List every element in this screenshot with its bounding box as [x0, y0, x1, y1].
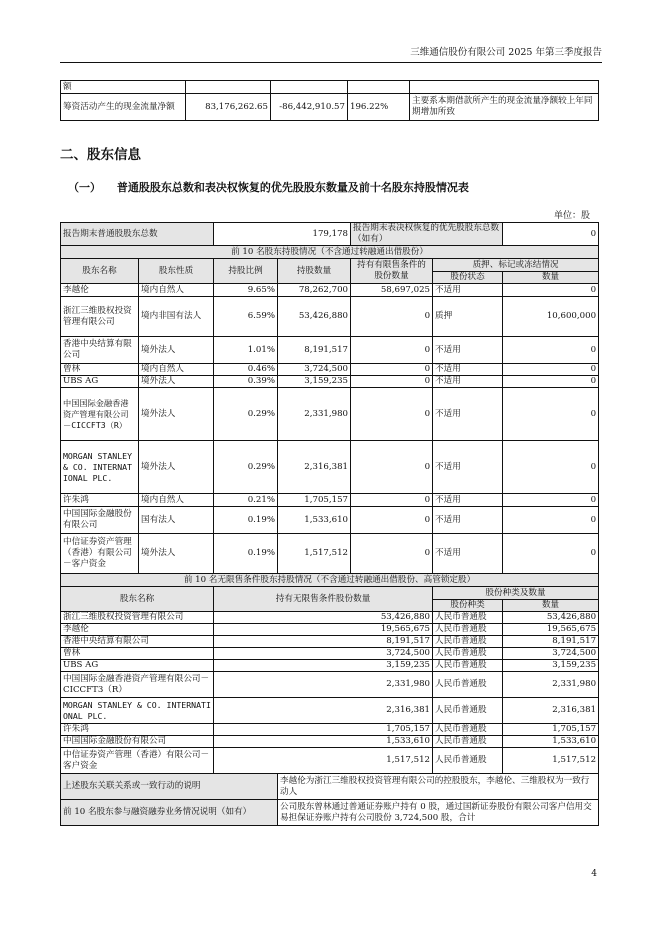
- table-row: [61, 534, 599, 574]
- share-qty: 19,565,675: [503, 624, 599, 636]
- subsection-text: 普通股股东总数和表决权恢复的优先股股东数量及前十名股东持股情况表: [116, 181, 469, 194]
- table-row: [61, 337, 599, 364]
- header-u-qty: 数量: [503, 600, 599, 612]
- shareholder-restricted: 0: [351, 494, 433, 507]
- header-pledge-status: 股份状态: [433, 272, 503, 284]
- shareholder-shares: 3,159,235: [278, 376, 351, 388]
- shareholder-restricted: 0: [351, 364, 433, 376]
- shareholder-ratio: 6.59%: [214, 297, 278, 337]
- unit-label: 单位：股: [553, 211, 590, 221]
- share-qty: 2,316,381: [503, 698, 599, 724]
- cashflow-label-cell: 筹资活动产生的现金流量净额: [61, 94, 186, 121]
- unrestricted-name: 中国国际金融股份有限公司: [61, 736, 214, 748]
- pledge-qty: 0: [503, 284, 599, 297]
- shareholder-nature: 国有法人: [139, 507, 214, 534]
- share-qty: 1,705,157: [503, 724, 599, 736]
- unrestricted-name: 曾林: [61, 648, 214, 660]
- table-row: [61, 736, 599, 748]
- unrestricted-shares: 1,705,157: [214, 724, 433, 736]
- share-qty: 3,724,500: [503, 648, 599, 660]
- unrestricted-shares: 1,533,610: [214, 736, 433, 748]
- pledge-status: 不适用: [433, 364, 503, 376]
- shareholder-name: MORGAN STANLEY & CO. INTERNATIONAL PLC.: [61, 441, 139, 494]
- cashflow-table: [60, 80, 599, 121]
- shareholder-restricted: 0: [351, 441, 433, 494]
- unrestricted-shares: 8,191,517: [214, 636, 433, 648]
- unrestricted-shares: 19,565,675: [214, 624, 433, 636]
- table-row: [61, 624, 599, 636]
- share-qty: 1,533,610: [503, 736, 599, 748]
- table-row: [61, 494, 599, 507]
- shareholder-shares: 2,331,980: [278, 388, 351, 441]
- unrestricted-name: 中国国际金融香港资产管理有限公司－CICCFT3（R）: [61, 672, 214, 698]
- shareholder-ratio: 0.29%: [214, 441, 278, 494]
- pledge-qty: 10,600,000: [503, 297, 599, 337]
- pledge-status: 质押: [433, 297, 503, 337]
- page-number: 4: [591, 869, 597, 879]
- shareholder-name: 中信证券资产管理（香港）有限公司－客户资金: [61, 534, 139, 574]
- pledge-status: 不适用: [433, 337, 503, 364]
- unrestricted-title: 前 10 名无限售条件股东持股情况（不含通过转融通出借股份、高管锁定股）: [61, 574, 599, 587]
- share-qty: 2,331,980: [503, 672, 599, 698]
- header-u-shares: 持有无限售条件股份数量: [214, 587, 433, 612]
- shareholder-name: 香港中央结算有限公司: [61, 337, 139, 364]
- pledge-status: 不适用: [433, 376, 503, 388]
- unrestricted-name: 中信证券资产管理（香港）有限公司－客户资金: [61, 748, 214, 774]
- table-row: [61, 612, 599, 624]
- pledge-qty: 0: [503, 441, 599, 494]
- unrestricted-shares: 2,316,381: [214, 698, 433, 724]
- share-type: 人民币普通股: [433, 624, 503, 636]
- shareholder-nature: 境内自然人: [139, 364, 214, 376]
- shareholder-nature: 境外法人: [139, 441, 214, 494]
- shareholder-nature: 境外法人: [139, 337, 214, 364]
- header-u-name: 股东名称: [61, 587, 214, 612]
- unrestricted-shares: 3,724,500: [214, 648, 433, 660]
- shareholder-shares: 1,517,512: [278, 534, 351, 574]
- shareholder-name: 李越伦: [61, 284, 139, 297]
- table-row: [61, 507, 599, 534]
- shareholder-restricted: 0: [351, 376, 433, 388]
- unrestricted-name: 浙江三维股权投资管理有限公司: [61, 612, 214, 624]
- header-name: 股东名称: [61, 259, 139, 284]
- header-ratio: 持股比例: [214, 259, 278, 284]
- shareholder-shares: 8,191,517: [278, 337, 351, 364]
- summary-common-value: 179,178: [214, 223, 351, 246]
- shareholder-nature: 境外法人: [139, 388, 214, 441]
- unrestricted-shares: 1,517,512: [214, 748, 433, 774]
- unrestricted-name: 香港中央结算有限公司: [61, 636, 214, 648]
- table-row: [61, 672, 599, 698]
- shareholder-shares: 1,705,157: [278, 494, 351, 507]
- top10-title: 前 10 名股东持股情况（不含通过转融通出借股份）: [61, 246, 599, 259]
- share-type: 人民币普通股: [433, 660, 503, 672]
- shareholder-nature: 境内自然人: [139, 494, 214, 507]
- table-row: [61, 388, 599, 441]
- share-type: 人民币普通股: [433, 724, 503, 736]
- pledge-qty: 0: [503, 388, 599, 441]
- header-u-type: 股份种类: [433, 600, 503, 612]
- cashflow-label-cell: 额: [61, 81, 186, 94]
- header-u-group: 股份种类及数量: [433, 587, 599, 600]
- shareholder-nature: 境外法人: [139, 376, 214, 388]
- subsection-number: （一）: [68, 181, 101, 194]
- unrestricted-shares: 3,159,235: [214, 660, 433, 672]
- pledge-qty: 0: [503, 494, 599, 507]
- pledge-status: 不适用: [433, 284, 503, 297]
- shareholder-name: 中国国际金融股份有限公司: [61, 507, 139, 534]
- pledge-status: 不适用: [433, 441, 503, 494]
- shareholder-nature: 境外法人: [139, 534, 214, 574]
- header-shares: 持股数量: [278, 259, 351, 284]
- pledge-qty: 0: [503, 337, 599, 364]
- table-row: [61, 724, 599, 736]
- share-type: 人民币普通股: [433, 736, 503, 748]
- related-label: 上述股东关联关系或一致行动的说明: [61, 774, 278, 800]
- shareholder-ratio: 0.21%: [214, 494, 278, 507]
- pledge-status: 不适用: [433, 507, 503, 534]
- shareholder-restricted: 0: [351, 507, 433, 534]
- share-type: 人民币普通股: [433, 672, 503, 698]
- cashflow-change: 196.22%: [348, 94, 410, 121]
- table-row: [61, 297, 599, 337]
- summary-common-label: 报告期末普通股股东总数: [61, 223, 214, 246]
- cashflow-current: 83,176,262.65: [186, 94, 271, 121]
- share-type: 人民币普通股: [433, 748, 503, 774]
- pledge-status: 不适用: [433, 494, 503, 507]
- pledge-qty: 0: [503, 364, 599, 376]
- table-row: [61, 660, 599, 672]
- header-nature: 股东性质: [139, 259, 214, 284]
- shareholder-name: UBS AG: [61, 376, 139, 388]
- share-qty: 3,159,235: [503, 660, 599, 672]
- shareholder-shares: 1,533,610: [278, 507, 351, 534]
- shareholder-restricted: 0: [351, 297, 433, 337]
- pledge-status: 不适用: [433, 534, 503, 574]
- header-restricted: 持有有限售条件的股份数量: [351, 259, 433, 284]
- table-row: [61, 441, 599, 494]
- cashflow-reason: 主要系本期借款所产生的现金流量净额较上年同期增加所致: [410, 94, 599, 121]
- unrestricted-name: 许朱鸿: [61, 724, 214, 736]
- shareholder-ratio: 0.46%: [214, 364, 278, 376]
- shareholder-shares: 53,426,880: [278, 297, 351, 337]
- table-row: [61, 376, 599, 388]
- shareholder-name: 中国国际金融香港资产管理有限公司－CICCFT3（R）: [61, 388, 139, 441]
- subsection-title: [68, 179, 469, 195]
- shareholder-shares: 78,262,700: [278, 284, 351, 297]
- share-type: 人民币普通股: [433, 636, 503, 648]
- shareholder-ratio: 0.19%: [214, 507, 278, 534]
- unrestricted-name: 李越伦: [61, 624, 214, 636]
- share-qty: 53,426,880: [503, 612, 599, 624]
- shareholder-ratio: 1.01%: [214, 337, 278, 364]
- shareholder-restricted: 58,697,025: [351, 284, 433, 297]
- page-header: 三维通信股份有限公司 2025 年第三季度报告: [60, 44, 602, 63]
- margin-text: 公司股东曾林通过普通证券账户持有 0 股，通过国新证券股份有限公司客户信用交易担保证券账户持有公司股份 3,724,500 股，合计: [278, 800, 599, 826]
- table-row: [61, 364, 599, 376]
- shareholder-name: 许朱鸿: [61, 494, 139, 507]
- shareholder-name: 浙江三维股权投资管理有限公司: [61, 297, 139, 337]
- margin-label: 前 10 名股东参与融资融券业务情况说明（如有）: [61, 800, 278, 826]
- pledge-qty: 0: [503, 507, 599, 534]
- table-row: [61, 748, 599, 774]
- cashflow-prior: -86,442,910.57: [271, 94, 348, 121]
- shareholder-nature: 境内自然人: [139, 284, 214, 297]
- unrestricted-shares: 53,426,880: [214, 612, 433, 624]
- unrestricted-shares: 2,331,980: [214, 672, 433, 698]
- shareholder-ratio: 0.39%: [214, 376, 278, 388]
- shareholder-restricted: 0: [351, 534, 433, 574]
- unrestricted-name: UBS AG: [61, 660, 214, 672]
- shareholder-ratio: 0.29%: [214, 388, 278, 441]
- table-row: [61, 698, 599, 724]
- summary-preferred-label: 报告期末表决权恢复的优先股股东总数（如有）: [351, 223, 503, 246]
- header-pledge-group: 质押、标记或冻结情况: [433, 259, 599, 272]
- shareholder-restricted: 0: [351, 388, 433, 441]
- summary-preferred-value: 0: [503, 223, 599, 246]
- header-pledge-qty: 数量: [503, 272, 599, 284]
- table-row: [61, 648, 599, 660]
- table-row: [61, 636, 599, 648]
- section-title: 二、股东信息: [60, 147, 141, 163]
- share-type: 人民币普通股: [433, 648, 503, 660]
- unrestricted-name: MORGAN STANLEY & CO. INTERNATIONAL PLC.: [61, 698, 214, 724]
- pledge-status: 不适用: [433, 388, 503, 441]
- shareholder-ratio: 0.19%: [214, 534, 278, 574]
- pledge-qty: 0: [503, 534, 599, 574]
- share-qty: 8,191,517: [503, 636, 599, 648]
- shareholder-name: 曾林: [61, 364, 139, 376]
- pledge-qty: 0: [503, 376, 599, 388]
- shareholder-shares: 3,724,500: [278, 364, 351, 376]
- related-text: 李越伦为浙江三维股权投资管理有限公司的控股股东，李越伦、三维股权为一致行动人: [278, 774, 599, 800]
- shareholders-table: [60, 222, 599, 826]
- share-type: 人民币普通股: [433, 612, 503, 624]
- shareholder-shares: 2,316,381: [278, 441, 351, 494]
- share-qty: 1,517,512: [503, 748, 599, 774]
- share-type: 人民币普通股: [433, 698, 503, 724]
- shareholder-ratio: 9.65%: [214, 284, 278, 297]
- shareholder-nature: 境内非国有法人: [139, 297, 214, 337]
- table-row: [61, 284, 599, 297]
- shareholder-restricted: 0: [351, 337, 433, 364]
